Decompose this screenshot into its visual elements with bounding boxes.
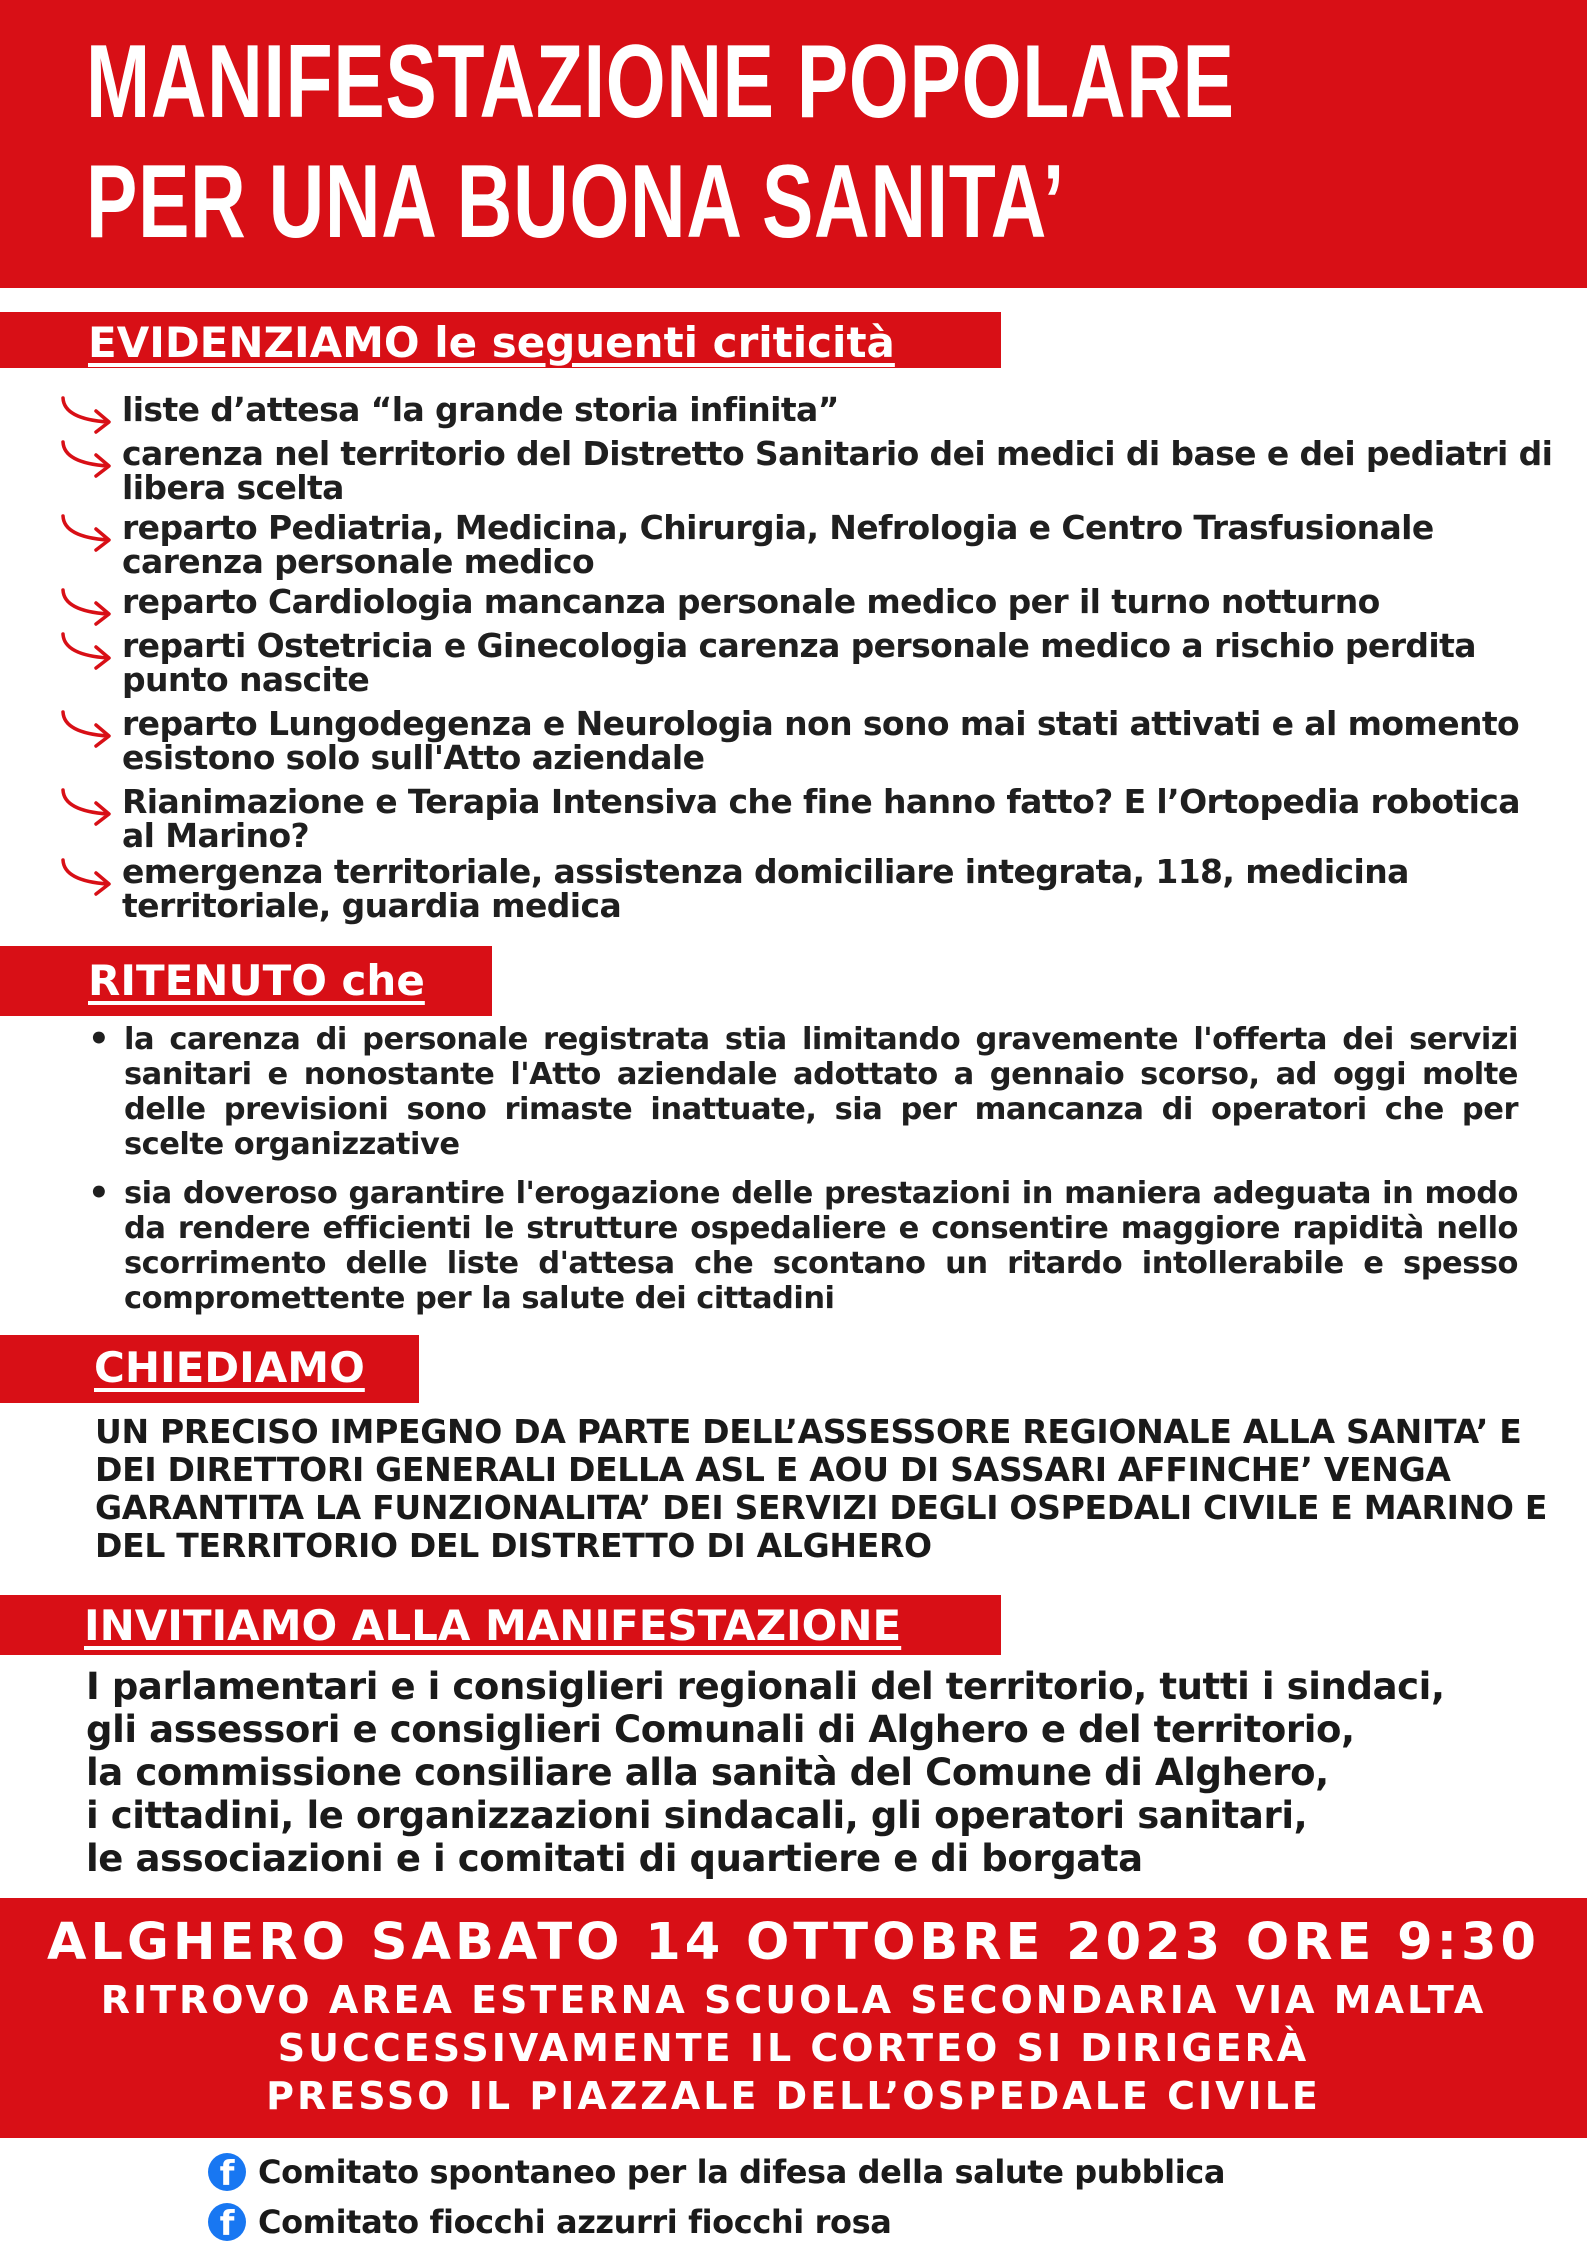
- invitiamo-line: le associazioni e i comitati di quartiere e di borgata: [86, 1837, 1143, 1880]
- criticita-text: reparto Pediatria, Medicina, Chirurgia, Nefrologia e Centro Trasfusionale carenza personale medico: [122, 508, 1434, 581]
- section-title-evidenziamo: EVIDENZIAMO le seguenti criticità: [88, 318, 895, 367]
- criticita-text: carenza nel territorio del Distretto Sanitario dei medici di base e dei pediatri di libera scelta: [122, 434, 1553, 507]
- curved-arrow-icon: [58, 709, 116, 749]
- invitiamo-line: gli assessori e consiglieri Comunali di Alghero e del territorio,: [86, 1708, 1355, 1751]
- list-item: [0, 508, 1587, 585]
- invitiamo-line: la commissione consiliare alla sanità del Comune di Alghero,: [86, 1751, 1329, 1794]
- event-route-line-2: PRESSO IL PIAZZALE DELL’OSPEDALE CIVILE: [266, 2074, 1321, 2118]
- section-header-evidenziamo: [0, 312, 1001, 368]
- section-header-invitiamo: [0, 1595, 1001, 1655]
- section-title-ritenuto: RITENUTO che: [88, 956, 425, 1005]
- footer-link[interactable]: [208, 2148, 1225, 2196]
- facebook-icon: f: [208, 2153, 246, 2191]
- event-date: ALGHERO SABATO 14 OTTOBRE 2023 ORE 9:30: [47, 1913, 1540, 1972]
- curved-arrow-icon: [58, 787, 116, 827]
- criticita-text: reparto Lungodegenza e Neurologia non sono mai stati attivati e al momento esistono solo sull'Atto aziendale: [122, 704, 1520, 777]
- title-banner: [0, 0, 1587, 288]
- criticita-text: reparti Ostetricia e Ginecologia carenza personale medico a rischio perdita punto nascite: [122, 626, 1476, 699]
- curved-arrow-icon: [58, 513, 116, 553]
- list-item: • sia doveroso garantire l'erogazione delle prestazioni in maniera adeguata in modo da rendere efficienti le strutture ospedaliere e consentire maggiore rapidità nello scorrimento delle liste d'attesa che scontano un ritardo intollerabile e spesso compromettente per la salute dei cittadini: [88, 1176, 1518, 1316]
- criticita-text: reparto Cardiologia mancanza personale medico per il turno notturno: [122, 582, 1380, 621]
- section-title-chiediamo: CHIEDIAMO: [94, 1343, 365, 1392]
- invitiamo-line: i cittadini, le organizzazioni sindacali, gli operatori sanitari,: [86, 1794, 1308, 1837]
- chiediamo-text: UN PRECISO IMPEGNO DA PARTE DELL’ASSESSORE REGIONALE ALLA SANITA’ E DEI DIRETTORI GENERALI DELLA ASL E AOU DI SASSARI AFFINCHE’ VENGA GARANTITA LA FUNZIONALITA’ DEI SERVIZI DEGLI OSPEDALI CIVILE E MARINO E DEL TERRITORIO DEL DISTRETTO DI ALGHERO: [95, 1412, 1548, 1565]
- list-item: [0, 704, 1587, 785]
- section-header-ritenuto: [0, 946, 492, 1016]
- list-item: [0, 782, 1587, 855]
- page-title-line-1: MANIFESTAZIONE POPOLARE: [86, 24, 1235, 140]
- curved-arrow-icon: [58, 857, 116, 897]
- list-item: [0, 434, 1587, 511]
- curved-arrow-icon: [58, 631, 116, 671]
- event-route-line-1: SUCCESSIVAMENTE IL CORTEO SI DIRIGERÀ: [277, 2026, 1310, 2070]
- section-header-chiediamo: [0, 1335, 419, 1403]
- list-item: • la carenza di personale registrata stia limitando gravemente l'offerta dei servizi sanitari e nonostante l'Atto aziendale adottato a gennaio scorso, ad oggi molte delle previsioni sono rimaste inattuate, sia per mancanza di operatori che per scelte organizzative: [88, 1022, 1518, 1162]
- list-item: [0, 626, 1587, 707]
- list-item: [0, 582, 1587, 629]
- criticita-text: Rianimazione e Terapia Intensiva che fine hanno fatto? E l’Ortopedia robotica al Marino?: [122, 782, 1520, 855]
- ritenuto-list: [88, 1022, 1518, 1316]
- curved-arrow-icon: [58, 439, 116, 479]
- invitiamo-line: I parlamentari e i consiglieri regionali del territorio, tutti i sindaci,: [86, 1665, 1445, 1708]
- footer-committee-name: Comitato fiocchi azzurri fiocchi rosa: [258, 2203, 892, 2241]
- event-meeting-point: RITROVO AREA ESTERNA SCUOLA SECONDARIA VIA MALTA: [100, 1978, 1487, 2022]
- facebook-icon: f: [208, 2203, 246, 2241]
- curved-arrow-icon: [58, 587, 116, 627]
- footer-link[interactable]: [208, 2198, 1225, 2246]
- section-title-invitiamo: INVITIAMO ALLA MANIFESTAZIONE: [84, 1601, 902, 1650]
- footer: [208, 2148, 1225, 2248]
- page-title-line-2: PER UNA BUONA SANITA’: [86, 144, 1066, 260]
- curved-arrow-icon: [58, 395, 116, 435]
- criticita-text: emergenza territoriale, assistenza domiciliare integrata, 118, medicina territoriale, guardia medica: [122, 852, 1409, 925]
- criticita-list: [0, 390, 1587, 929]
- criticita-text: liste d’attesa “la grande storia infinita”: [122, 390, 839, 429]
- list-item: [0, 852, 1587, 929]
- invitiamo-text: [86, 1665, 1556, 1880]
- list-item: [0, 390, 1587, 437]
- footer-committee-name: Comitato spontaneo per la difesa della salute pubblica: [258, 2153, 1226, 2191]
- event-banner: [0, 1898, 1587, 2138]
